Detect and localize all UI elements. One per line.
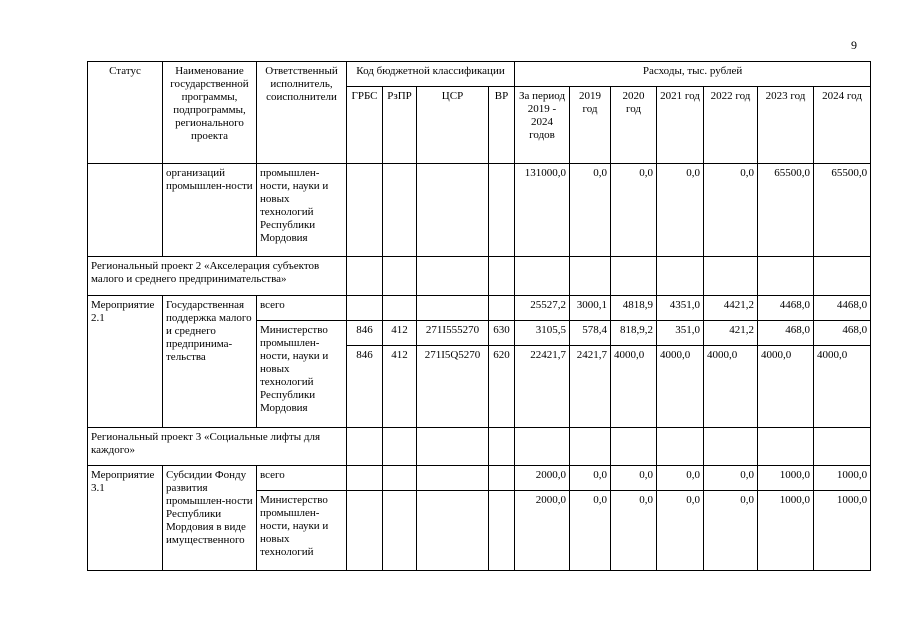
- header-grbs: ГРБС: [347, 87, 383, 164]
- value-2021: 4000,0: [657, 346, 704, 428]
- value-2024: 1000,0: [814, 466, 871, 491]
- empty-cell: [611, 257, 657, 296]
- value-2024: 4468,0: [814, 296, 871, 321]
- csr-cell: 271I555270: [417, 321, 489, 346]
- value-period: 3105,5: [515, 321, 570, 346]
- status-cell: Мероприятие 3.1: [88, 466, 163, 571]
- grbs-cell: 846: [347, 321, 383, 346]
- table-row: [88, 466, 871, 491]
- executor-cell: всего: [257, 296, 347, 321]
- vr-cell: [489, 164, 515, 257]
- rzpr-cell: [383, 296, 417, 321]
- header-budget-code: Код бюджетной классификации: [347, 62, 515, 87]
- vr-cell: [489, 296, 515, 321]
- section-row: [88, 257, 871, 296]
- value-period: 25527,2: [515, 296, 570, 321]
- rzpr-cell: 412: [383, 321, 417, 346]
- value-2020: 4818,9: [611, 296, 657, 321]
- empty-cell: [704, 257, 758, 296]
- value-2022: 4421,2: [704, 296, 758, 321]
- value-2021: 0,0: [657, 491, 704, 571]
- header-row: [88, 62, 871, 87]
- table-row: [88, 296, 871, 321]
- empty-cell: [417, 257, 489, 296]
- empty-cell: [347, 428, 383, 466]
- header-2023: 2023 год: [758, 87, 814, 164]
- header-2020: 2020 год: [611, 87, 657, 164]
- header-2021: 2021 год: [657, 87, 704, 164]
- name-cell: организаций промышлен-ности: [163, 164, 257, 257]
- empty-cell: [417, 428, 489, 466]
- header-rzpr: РзПР: [383, 87, 417, 164]
- section-title: Региональный проект 2 «Акселерация субъектов малого и среднего предпринимательства»: [88, 257, 347, 296]
- value-2021: 0,0: [657, 466, 704, 491]
- executor-cell: всего: [257, 466, 347, 491]
- empty-cell: [347, 257, 383, 296]
- empty-cell: [758, 257, 814, 296]
- value-2019: 0,0: [570, 491, 611, 571]
- vr-cell: [489, 491, 515, 571]
- header-csr: ЦСР: [417, 87, 489, 164]
- header-executor: Ответственный исполнитель, соисполнители: [257, 62, 347, 164]
- status-cell: Мероприятие 2.1: [88, 296, 163, 428]
- empty-cell: [758, 428, 814, 466]
- header-2024: 2024 год: [814, 87, 871, 164]
- table-row: [88, 164, 871, 257]
- empty-cell: [570, 257, 611, 296]
- rzpr-cell: [383, 491, 417, 571]
- value-2019: 0,0: [570, 466, 611, 491]
- value-2020: 0,0: [611, 164, 657, 257]
- executor-cell: промышлен-ности, науки и новых технологий Республики Мордовия: [257, 164, 347, 257]
- grbs-cell: [347, 164, 383, 257]
- rzpr-cell: [383, 164, 417, 257]
- section-row: [88, 428, 871, 466]
- value-2019: 0,0: [570, 164, 611, 257]
- value-2023: 1000,0: [758, 491, 814, 571]
- header-status: Статус: [88, 62, 163, 164]
- rzpr-cell: 412: [383, 346, 417, 428]
- header-2019: 2019 год: [570, 87, 611, 164]
- empty-cell: [489, 428, 515, 466]
- value-2023: 4000,0: [758, 346, 814, 428]
- rzpr-cell: [383, 466, 417, 491]
- empty-cell: [704, 428, 758, 466]
- name-cell: Государственная поддержка малого и среднего предпринима-тельства: [163, 296, 257, 428]
- value-2023: 1000,0: [758, 466, 814, 491]
- vr-cell: 620: [489, 346, 515, 428]
- vr-cell: 630: [489, 321, 515, 346]
- header-name: Наименование государственной программы, подпрограммы, регионального проекта: [163, 62, 257, 164]
- value-2024: 4000,0: [814, 346, 871, 428]
- empty-cell: [383, 428, 417, 466]
- empty-cell: [515, 257, 570, 296]
- vr-cell: [489, 466, 515, 491]
- header-vr: ВР: [489, 87, 515, 164]
- value-period: 131000,0: [515, 164, 570, 257]
- value-2020: 0,0: [611, 466, 657, 491]
- value-period: 2000,0: [515, 491, 570, 571]
- value-2024: 468,0: [814, 321, 871, 346]
- page-number: 9: [851, 38, 857, 52]
- empty-cell: [814, 428, 871, 466]
- empty-cell: [383, 257, 417, 296]
- csr-cell: 271I5Q5270: [417, 346, 489, 428]
- value-2021: 351,0: [657, 321, 704, 346]
- csr-cell: [417, 466, 489, 491]
- value-period: 22421,7: [515, 346, 570, 428]
- value-2022: 0,0: [704, 466, 758, 491]
- csr-cell: [417, 164, 489, 257]
- empty-cell: [657, 428, 704, 466]
- value-2022: 0,0: [704, 164, 758, 257]
- value-2023: 65500,0: [758, 164, 814, 257]
- empty-cell: [611, 428, 657, 466]
- value-period: 2000,0: [515, 466, 570, 491]
- value-2019: 3000,1: [570, 296, 611, 321]
- empty-cell: [515, 428, 570, 466]
- empty-cell: [570, 428, 611, 466]
- budget-table: [87, 61, 871, 571]
- executor-cell: Министерство промышлен-ности, науки и новых технологий Республики Мордовия: [257, 321, 347, 428]
- value-2022: 4000,0: [704, 346, 758, 428]
- executor-cell: Министерство промышлен-ности, науки и новых технологий: [257, 491, 347, 571]
- empty-cell: [814, 257, 871, 296]
- status-cell: [88, 164, 163, 257]
- grbs-cell: [347, 491, 383, 571]
- value-2023: 4468,0: [758, 296, 814, 321]
- header-period: За период 2019 - 2024 годов: [515, 87, 570, 164]
- value-2019: 578,4: [570, 321, 611, 346]
- empty-cell: [657, 257, 704, 296]
- value-2023: 468,0: [758, 321, 814, 346]
- value-2019: 2421,7: [570, 346, 611, 428]
- grbs-cell: [347, 466, 383, 491]
- value-2020: 818,9,2: [611, 321, 657, 346]
- grbs-cell: [347, 296, 383, 321]
- empty-cell: [489, 257, 515, 296]
- name-cell: Субсидии Фонду развития промышлен-ности Республики Мордовия в виде имущественного: [163, 466, 257, 571]
- value-2024: 1000,0: [814, 491, 871, 571]
- grbs-cell: 846: [347, 346, 383, 428]
- section-title: Региональный проект 3 «Социальные лифты для каждого»: [88, 428, 347, 466]
- value-2020: 0,0: [611, 491, 657, 571]
- value-2024: 65500,0: [814, 164, 871, 257]
- header-2022: 2022 год: [704, 87, 758, 164]
- value-2022: 421,2: [704, 321, 758, 346]
- value-2021: 0,0: [657, 164, 704, 257]
- value-2020: 4000,0: [611, 346, 657, 428]
- csr-cell: [417, 491, 489, 571]
- value-2022: 0,0: [704, 491, 758, 571]
- header-expenses: Расходы, тыс. рублей: [515, 62, 871, 87]
- value-2021: 4351,0: [657, 296, 704, 321]
- csr-cell: [417, 296, 489, 321]
